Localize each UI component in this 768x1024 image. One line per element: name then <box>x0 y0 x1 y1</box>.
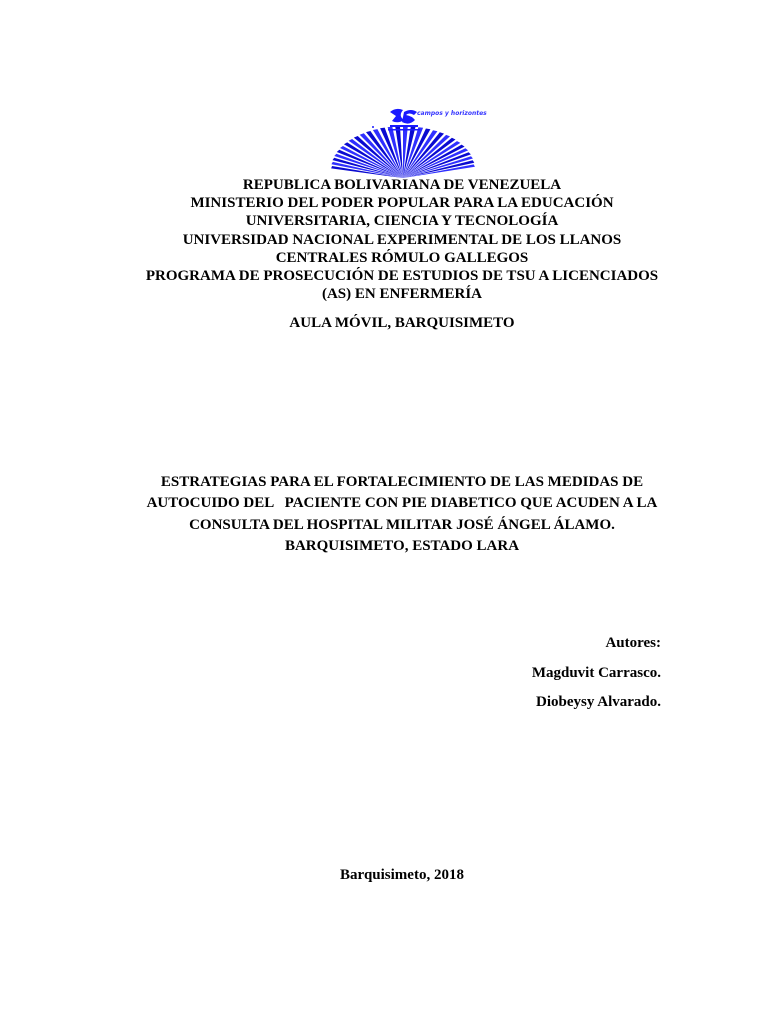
campus-label: AULA MÓVIL, BARQUISIMETO <box>289 315 515 331</box>
author-name: Diobeysy Alvarado. <box>535 694 661 710</box>
place-date: Barquisimeto, 2018 <box>340 867 464 883</box>
header-line: (AS) EN ENFERMERÍA <box>321 286 482 303</box>
university-logo-icon <box>318 106 488 180</box>
logo-wordmark: campos y horizontes <box>417 110 487 117</box>
authors-label: Autores: <box>605 635 661 651</box>
header-line: REPUBLICA BOLIVARIANA DE VENEZUELA <box>242 177 562 193</box>
logo-rays <box>331 126 475 178</box>
header-line: PROGRAMA DE PROSECUCIÓN DE ESTUDIOS DE TSU A LICENCIADOS <box>145 268 659 285</box>
title-line: BARQUISIMETO, ESTADO LARA <box>284 538 520 555</box>
title-line: CONSULTA DEL HOSPITAL MILITAR JOSÉ ÁNGEL ÁLAMO. <box>189 516 615 533</box>
institution-header <box>0 176 768 303</box>
authors-block <box>532 634 661 723</box>
header-line: CENTRALES RÓMULO GALLEGOS <box>275 249 529 266</box>
header-line: UNIVERSITARIA, CIENCIA Y TECNOLOGÍA <box>245 213 559 230</box>
title-line: ESTRATEGIAS PARA EL FORTALECIMIENTO DE LAS MEDIDAS DE <box>160 474 644 490</box>
header-line: UNIVERSIDAD NACIONAL EXPERIMENTAL DE LOS LLANOS <box>182 231 622 248</box>
header-line: MINISTERIO DEL PODER POPULAR PARA LA EDUCACIÓN <box>190 195 614 212</box>
author-name: Magduvit Carrasco. <box>531 664 661 681</box>
document-title <box>0 472 768 558</box>
title-line: AUTOCUIDO DEL PACIENTE CON PIE DIABETICO QUE ACUDEN A LA <box>146 495 658 512</box>
